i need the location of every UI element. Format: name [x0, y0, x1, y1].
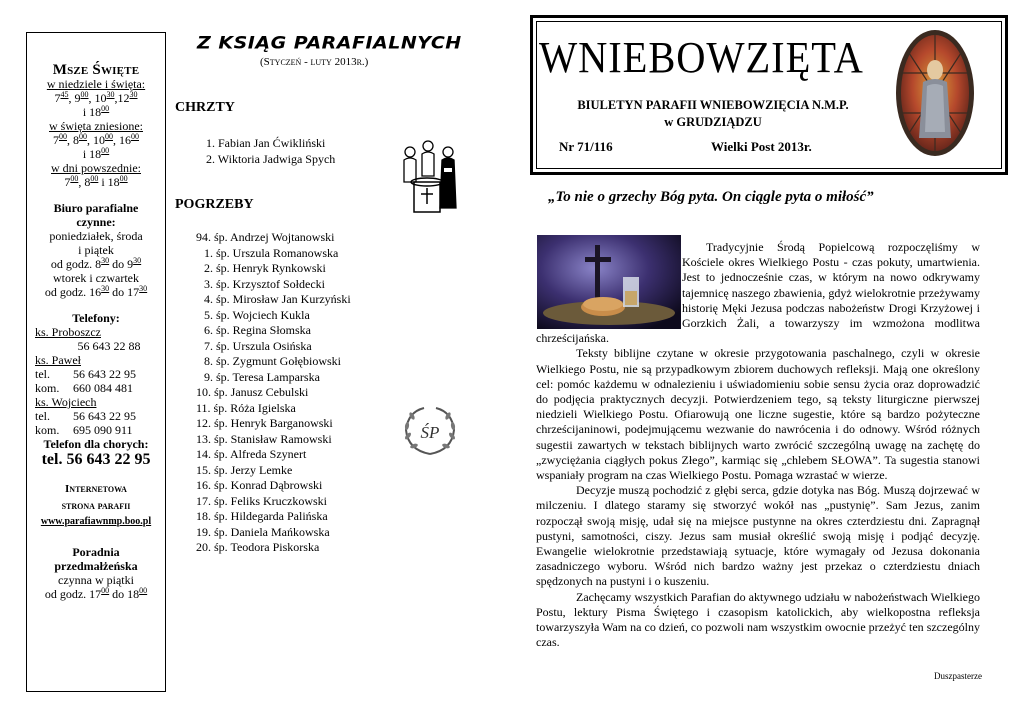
list-item: 1. Fabian Jan Ćwikliński [206, 136, 326, 150]
priest-pawel-mobile: kom. 660 084 481 [35, 381, 133, 395]
office-days-2: wtorek i czwartek [53, 271, 139, 285]
sick-phone: tel. 56 643 22 95 [41, 451, 151, 468]
masses-heading: Msze Święte [52, 62, 140, 78]
list-item: 1. śp. Urszula Romanowska [204, 245, 339, 260]
bulletin-city: w GRUDZIĄDZU [664, 115, 762, 129]
holiday-last-time: i $18^{00}$ [82, 146, 110, 161]
article-paragraph: Zachęcamy wszystkich Parafian do aktywnego udziału w nabożeństwach Wielkiego Postu, lektury Pisma Świętego i czasopism katolickich, aby wielkopostna refleksja towarzyszyła Wam na co dzień, co pozwoli nam wszystkim owocnie przeżyć ten szczególny czas. [536, 589, 980, 650]
priest-wojciech-label: ks. Wojciech [35, 395, 97, 409]
baptism-illustration [400, 138, 460, 218]
issue-date: Wielki Post 2013r. [711, 139, 812, 154]
list-item: 94. śp. Andrzej Wojtanowski [196, 230, 335, 244]
funerals-list [196, 230, 351, 556]
records-title: Z KSIĄG PARAFIALNYCH [197, 33, 462, 53]
issue-number: Nr 71/116 [559, 139, 613, 154]
priest-wojciech-mobile: kom. 695 090 911 [35, 423, 133, 437]
article-paragraph: Teksty biblijne czytane w okresie przygotowania paschalnego, czyli w okresie Wielkiego Postu, nie są przypadkowym zbiorem duchowych refleksji. Mają one określony cel: pomóc każdemu w odnalezieniu i uświadomieniu sobie sensu życia oraz doprowadzić do podjęcia praktycznych decyzji. Potwierdzeniem tego, są teksty liturgiczne pierwszej niedzieli Wielkiego Postu. Ofiarowują one liczne sugestie, które są bardzo pożyteczne chrześcijaninowi, podejmującemu wezwanie do nawrócenia i do odnowy. Wśród różnych sugestii zawartych w tekstach biblijnych warto zwrócić szczególną uwagę na zachętę do „zwyciężania ciągłych pokus Złego”, karmiąc się „chlebem SŁOWA”. Ta sugestia stanowi wspaniały program na czas Wielkiego Postu. Pomaga wzrastać w wierze. [536, 346, 980, 483]
article-paragraph: Tradycyjnie Środą Popielcową rozpoczęliśmy w Kościele okres Wielkiego Postu - czas pokuty, umartwienia. Jest to jednocześnie czas, w którym na nowo odkrywamy tajemnicę naszego zbawienia, gdyż wielokrotnie przeżywamy historię Męki Jezusa podczas nabożeństw Drogi Krzyżowej i Gorzkich Żali, a towarzyszy im wzmożona modlitwa chrześcijańska. [536, 240, 980, 346]
sunday-label: w niedziele i święta: [46, 77, 146, 91]
list-item: 11. śp. Róża Igielska [196, 400, 296, 415]
signature: Duszpasterze [934, 671, 982, 681]
list-item: 13. śp. Stanisław Ramowski [196, 431, 332, 446]
office-hours-1: od godz. $8^{30}$ do $9^{30}$ [50, 256, 142, 271]
parish-records [172, 32, 472, 692]
records-period: (Styczeń - luty 2013r.) [260, 56, 369, 68]
weekday-label: w dni powszednie: [51, 161, 141, 175]
priest-pawel-label: ks. Paweł [35, 353, 81, 367]
list-item: 2. śp. Henryk Rynkowski [204, 261, 326, 275]
priest-pawel-tel: tel. 56 643 22 95 [35, 367, 136, 381]
baptisms-heading: CHRZTY [175, 100, 235, 115]
funerals-heading: POGRZEBY [175, 197, 254, 212]
sick-phone-label: Telefon dla chorych: [43, 437, 149, 451]
office-hours-2: od godz. $16^{30}$ do $17^{30}$ [44, 284, 148, 299]
list-item: 10. śp. Janusz Cebulski [196, 385, 309, 399]
priest-wojciech-tel: tel. 56 643 22 95 [35, 409, 136, 423]
wreath-emblem [400, 404, 460, 460]
baptisms-list [206, 136, 335, 167]
info-sidebar [26, 32, 166, 692]
list-item: 14. śp. Alfreda Szynert [196, 447, 307, 461]
sunday-last-time: i $18^{00}$ [82, 104, 110, 119]
article-paragraph: Decyzje muszą pochodzić z głębi serca, gdzie dotyka nas Bóg. Muszą dojrzewać w milczeniu. I dlatego staramy się stworzyć wokół nas „pustynię”. Sam Jezus, zanim rozpoczął swoją misję, udał się na miejsce pustynne na okres czterdziestu dni. Zapragnął pustyni, samotności, ciszy. Jezus sam musiał określić swoją misję i podjąć decyzję. Ewangelie wielokrotnie przedstawiają sytuacje, które wymagały od Jezusa dokonania zasadniczego wyboru. Wśród nich bardzo ważny jest przekaz o czterdziestu dniach spędzonych na pustyni i o kuszeniu. [536, 483, 980, 589]
bulletin-subtitle: BIULETYN PARAFII WNIEBOWZIĘCIA N.M.P. [577, 98, 849, 112]
pastor-phone: 56 643 22 88 [77, 339, 141, 353]
office-days-1b: i piątek [78, 243, 114, 257]
list-item: 5. śp. Wojciech Kukla [204, 307, 310, 322]
weekday-times: $7^{00}$, $8^{00}$ i $18^{00}$ [64, 174, 128, 189]
list-item: 15. śp. Jerzy Lemke [196, 462, 293, 477]
office-days-1: poniedziałek, środa [49, 229, 143, 243]
premarital-days: czynna w piątki [58, 573, 134, 587]
pastor-label: ks. Proboszcz [35, 325, 101, 339]
list-item: 9. śp. Teresa Lamparska [204, 369, 320, 384]
list-item: 12. śp. Henryk Barganowski [196, 416, 333, 430]
list-item: 18. śp. Hildegarda Palińska [196, 509, 328, 523]
phones-heading: Telefony: [72, 311, 120, 325]
list-item: 6. śp. Regina Słomska [204, 323, 311, 337]
svg-text:ŚP: ŚP [420, 423, 440, 442]
masthead [530, 15, 1008, 175]
list-item: 3. śp. Krzysztof Sołdecki [204, 276, 325, 291]
list-item: 7. śp. Urszula Osińska [204, 338, 312, 353]
bulletin-title: WNIEBOWZIĘTA [539, 33, 864, 82]
holiday-times: $7^{00}$, $8^{00}$, $10^{00}$, $16^{00}$ [53, 132, 139, 147]
list-item: 20. śp. Teodora Piskorska [196, 540, 320, 554]
stained-glass-window-image [895, 28, 975, 158]
ash-wednesday-photo [537, 235, 681, 329]
list-item: 4. śp. Mirosław Jan Kurzyński [204, 292, 351, 306]
list-item: 8. śp. Zygmunt Gołębiowski [204, 354, 341, 368]
list-item: 19. śp. Daniela Mańkowska [196, 524, 330, 539]
list-item: 16. śp. Konrad Dąbrowski [196, 478, 323, 492]
website-heading: Internetowa strona parafii [61, 483, 131, 512]
office-heading: Biuro parafialne czynne: [53, 201, 139, 229]
holiday-label: w święta zniesione: [49, 119, 143, 133]
premarital-hours: od godz. $17^{00}$ do $18^{00}$ [44, 586, 148, 601]
list-item: 17. śp. Feliks Kruczkowski [196, 493, 327, 508]
sunday-times: $7^{45}$, $9^{00}$, $10^{30},12^{30}$ [54, 90, 138, 105]
list-item: 2. Wiktoria Jadwiga Spych [206, 151, 336, 166]
headline-quote: „To nie o grzechy Bóg pyta. On ciągle pyta o miłość” [548, 189, 874, 205]
website-link[interactable]: www.parafiawnmp.boo.pl [40, 516, 152, 527]
premarital-heading: Poradnia przedmałżeńska [54, 545, 138, 573]
